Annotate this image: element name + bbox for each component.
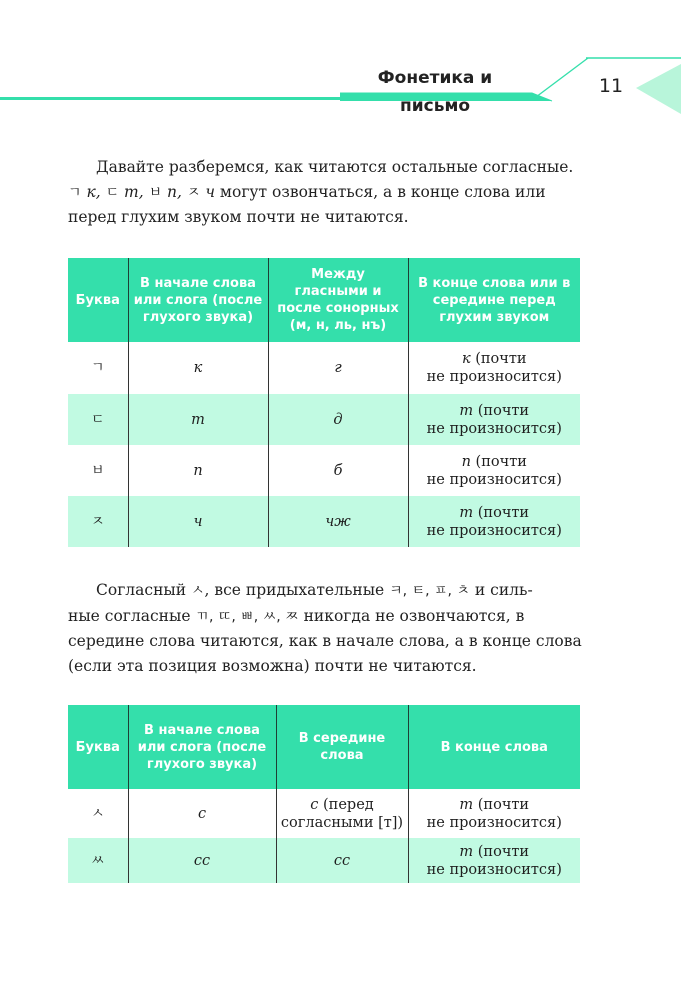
second-line-2: ные согласные ㄲ, ㄸ, ㅃ, ㅆ, ㅉ никогда не озвончаются, в — [68, 606, 525, 625]
col-header-letter: Буква — [68, 705, 128, 789]
table-row: ㅆ сс сс т (почти не произносится) — [68, 838, 580, 883]
col-header-end: В конце слова — [408, 705, 580, 789]
col-header-end: В конце слова или в середине перед глухим звуком — [408, 258, 580, 342]
table-row: ㄷ т д т (почти не произносится) — [68, 394, 580, 445]
col-header-middle: В середине слова — [276, 705, 408, 789]
intro-line-1: Давайте разберемся, как читаются остальные согласные. — [96, 158, 574, 176]
col-header-start: В начале слова или слога (после глухого звука) — [128, 705, 276, 789]
col-header-between: Между гласными и после сонорных (м, н, ль, нъ) — [268, 258, 408, 342]
second-line-4: (если эта позиция возможна) почти не читаются. — [68, 656, 477, 675]
consonant-table-1 — [68, 258, 580, 547]
consonant-table-2 — [68, 705, 580, 883]
intro-paragraph — [68, 155, 580, 230]
table-header-row — [68, 258, 580, 342]
table-row: ㅅ с с (перед согласными [т]) т (почти не произносится) — [68, 789, 580, 838]
col-header-letter: Буква — [68, 258, 128, 342]
table-row: ㅂ п б п (почти не произносится) — [68, 445, 580, 496]
table-header-row — [68, 705, 580, 789]
page-number: 11 — [598, 75, 624, 97]
intro-line-3: перед глухим звуком почти не читаются. — [68, 208, 409, 226]
second-line-1: Согласный ㅅ, все придыхательные ㅋ, ㅌ, ㅍ, ㅊ и силь- — [96, 581, 533, 599]
header-decoration — [0, 0, 681, 120]
col-header-start: В начале слова или слога (после глухого звука) — [128, 258, 268, 342]
second-line-3: середине слова читаются, как в начале слова, а в конце слова — [68, 632, 582, 650]
section-title: Фонетика и письмо — [377, 68, 493, 116]
table-row: ㅈ ч чж т (почти не произносится) — [68, 496, 580, 547]
intro-line-2: ㄱ к, ㄷ т, ㅂ п, ㅈ ч могут озвончаться, а в конце слова или — [68, 182, 546, 201]
table-row: ㄱ к г к (почти не произносится) — [68, 342, 580, 394]
second-paragraph — [68, 578, 580, 678]
